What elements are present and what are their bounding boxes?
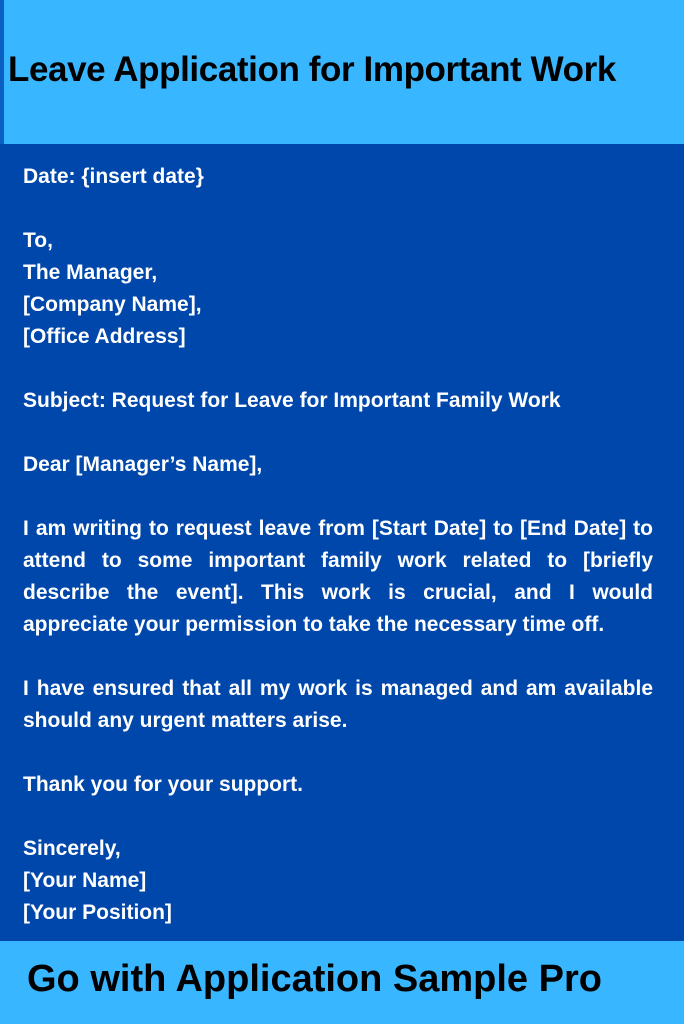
recipient-line: To, (23, 229, 53, 252)
letter-paragraph: I have ensured that all my work is managed and am available should any urgent matters arise. (23, 677, 653, 732)
closing-line: [Your Position] (23, 901, 172, 924)
recipient-line: [Office Address] (23, 325, 186, 348)
letter-date: Date: {insert date} (23, 165, 204, 188)
recipient-line: [Company Name], (23, 293, 202, 316)
letter-paragraph: I am writing to request leave from [Start Date] to [End Date] to attend to some important family work related to [briefly describe the event]. This work is crucial, and I would appreciate your permission to take the necessary time off. (23, 517, 653, 636)
letter-salutation: Dear [Manager’s Name], (23, 453, 263, 476)
recipient-block (23, 225, 653, 353)
page-title: Leave Application for Important Work (8, 50, 616, 89)
letter-subject: Subject: Request for Leave for Important Family Work (23, 389, 561, 412)
recipient-line: The Manager, (23, 261, 158, 284)
letter-body (23, 161, 653, 929)
header-banner (0, 0, 684, 144)
closing-block (23, 833, 653, 929)
letter-paragraph: Thank you for your support. (23, 773, 304, 796)
footer-text: Go with Application Sample Pro (27, 958, 602, 1000)
closing-line: Sincerely, (23, 837, 121, 860)
footer-banner (0, 941, 684, 1024)
closing-line: [Your Name] (23, 869, 147, 892)
